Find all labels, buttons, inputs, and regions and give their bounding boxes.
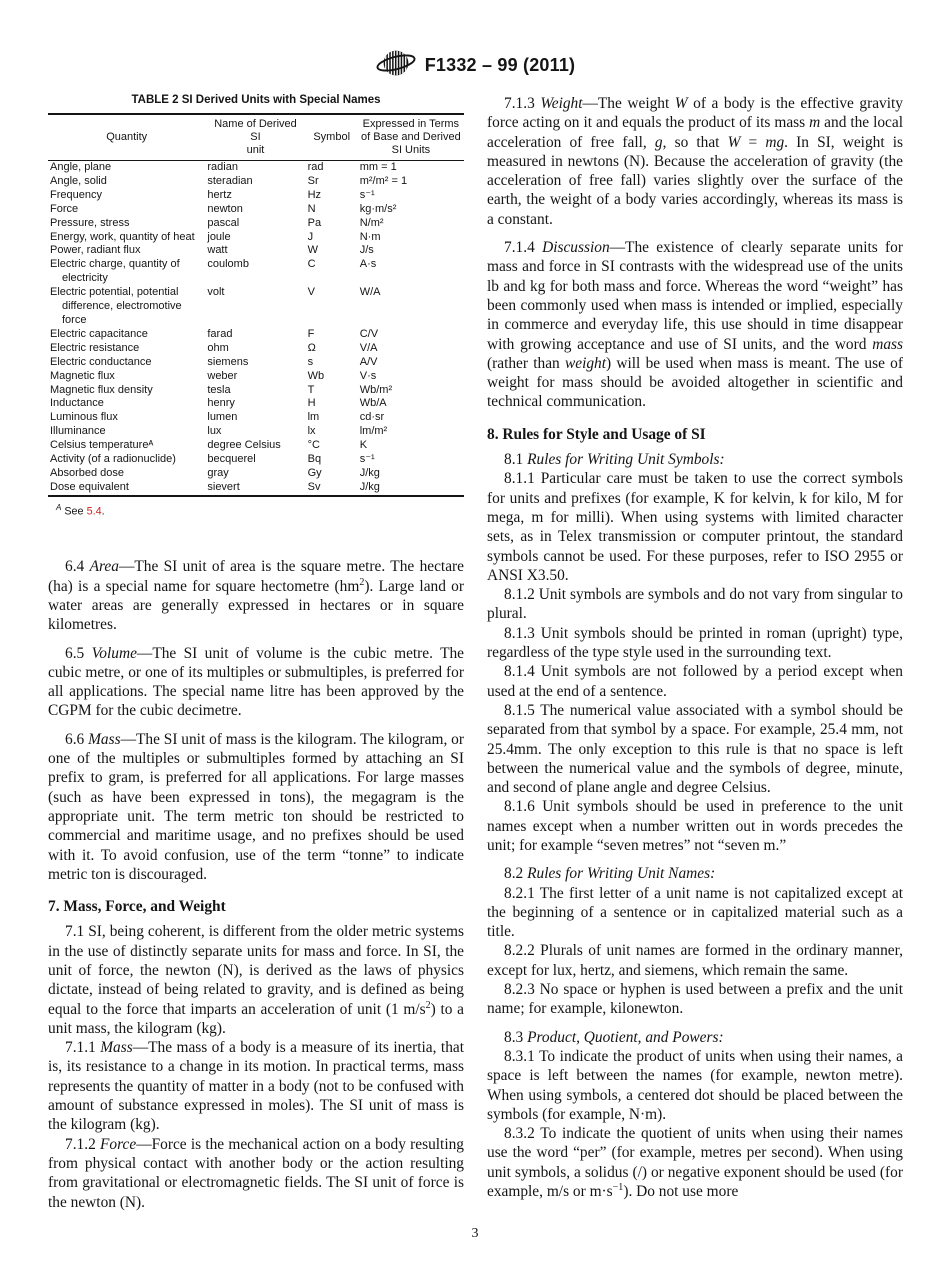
section-heading: 8. Rules for Style and Usage of SI — [487, 425, 706, 443]
paragraph: 7.1.3 Weight—The weight W of a body is the effective gravity force acting on it and equals the product of its mass m and the local acceleration of free fall, g, so that W = mg. In SI, weight is measured in newtons (N). Because the acceleration of gravity (the acceleration of free fall) varies slightly over the surface of the earth, the weight of a body varies accordingly, whereas its mass is a constant. — [487, 95, 903, 228]
document-header — [48, 0, 903, 84]
paragraph: 6.6 Mass—The SI unit of mass is the kilogram. The kilogram, or one of the multiples or submultiples formed by attaching an SI prefix to gram, is preferred for all applications. For large masses (such as have been expressed in tons), the megagram is the appropriate unit. The term metric ton should be restricted to commercial and maritime usage, and no prefixes should be used with it. To avoid confusion, use of the term “tonne” to indicate metric ton is discouraged. — [48, 730, 464, 883]
table-row — [48, 356, 464, 370]
astm-logo-icon — [376, 46, 416, 85]
table-cell: tesla — [207, 383, 231, 396]
table-cell: Illuminance — [50, 425, 106, 438]
table-cell: pascal — [207, 216, 240, 229]
table-row — [48, 161, 464, 175]
table-cell: J — [307, 230, 314, 243]
left-column-text — [48, 557, 464, 1212]
paragraph: 7.1.4 Discussion—The existence of clearly separate units for mass and force in SI contrasts with the widespread use of the units lb and kg for both mass and force. Whereas the word “weight” has been commonly used when mass is intended or implied, especially in commerce and everyday life, this use should in time disappear with growing acceptance and use of SI units, and the word mass (rather than weight) will be used when mass is meant. The use of weight for mass should be avoided altogether in scientific and technical communication. — [487, 239, 904, 411]
table-cell: °C — [307, 439, 320, 452]
table-cell: V·s — [359, 369, 377, 382]
table-cell: T — [307, 383, 315, 396]
table-row — [48, 189, 464, 203]
table-cell: Electric capacitance — [50, 327, 148, 340]
table-cell: s⁻¹ — [359, 188, 375, 201]
footnote-marker: A — [56, 502, 62, 512]
table-cell: W — [307, 244, 318, 257]
table-cell: volt — [207, 286, 225, 299]
table-cell: becquerel — [207, 453, 256, 466]
table-row — [48, 453, 464, 467]
table-cell: Magnetic flux — [50, 369, 115, 382]
table-row — [48, 384, 464, 398]
table-row — [48, 425, 464, 439]
table-cell: Activity (of a radionuclide) — [50, 453, 176, 466]
table-footnote: $^A$ See 5.4. — [56, 502, 105, 518]
paragraph: 6.5 Volume—The SI unit of volume is the cubic metre. The cubic metre, or one of its multiples or submultiples, is preferred for all applications. The special name litre has been approved by the CGPM for the cubic decimetre. — [48, 644, 464, 720]
table-caption: TABLE 2 SI Derived Units with Special Names — [131, 94, 381, 106]
table-cell: Dose equivalent — [50, 480, 129, 493]
table-cell: Hz — [307, 188, 322, 201]
table-cell: radian — [207, 161, 238, 173]
table-cell: lm/m² — [359, 425, 388, 438]
table-cell: weber — [207, 369, 238, 382]
right-column — [487, 94, 903, 1212]
table-cell: A/V — [359, 355, 378, 368]
table-cell: steradian — [207, 174, 253, 187]
table-cell: Bq — [307, 453, 322, 466]
table-cell: s⁻¹ — [359, 453, 375, 466]
table-cell: s — [307, 355, 314, 368]
two-column-layout — [48, 94, 903, 1212]
table-row — [48, 217, 464, 231]
table-cell: joule — [207, 230, 231, 243]
table-cell: Magnetic flux density — [50, 383, 153, 396]
table-cell: N·m — [359, 230, 381, 243]
table-row — [48, 175, 464, 189]
table-row — [48, 370, 464, 384]
table-cell: farad — [207, 327, 233, 340]
paragraph: 8.3 Product, Quotient, and Powers: — [504, 1028, 724, 1046]
table-cell: J/kg — [359, 480, 380, 493]
table-row — [48, 411, 464, 425]
table-cell: F — [307, 327, 315, 340]
table-cell: K — [359, 439, 368, 452]
table-cell: Ω — [307, 341, 316, 354]
paragraph: 8.1.4 Unit symbols are not followed by a period except when used at the end of a sentence. — [487, 663, 903, 700]
paragraph: 8.2 Rules for Writing Unit Names: — [504, 865, 716, 883]
table-cell: V/A — [359, 341, 378, 354]
table-cell: lx — [307, 425, 316, 438]
table-cell: newton — [207, 202, 243, 215]
table-cell: Wb — [307, 369, 325, 382]
table-cell: kg·m/s² — [359, 202, 397, 215]
table-header — [48, 114, 464, 161]
table-row — [48, 244, 464, 258]
table-cell: lux — [207, 425, 222, 438]
table-cell: cd·sr — [359, 411, 385, 424]
table-cell: lumen — [207, 411, 238, 424]
cross-reference-link[interactable]: 5.4 — [86, 505, 102, 518]
table-cell: coulomb — [207, 258, 249, 271]
table-cell: Angle, solid — [50, 174, 107, 187]
table-cell: watt — [207, 244, 228, 257]
table-cell: degree Celsius — [207, 439, 281, 452]
paragraph: 8.1 Rules for Writing Unit Symbols: — [504, 451, 725, 469]
right-column-text — [487, 94, 903, 1201]
table-cell: Electric charge, quantity of electricity — [50, 258, 180, 285]
paragraph: 8.1.5 The numerical value associated with a symbol should be separated from that symbol by a space. For example, 25.4 mm, not 25.4mm. The only exception to this rule is that no space is left between the numerical value and the symbols of degree, minute, and second of plane angle and degree Celsius. — [487, 701, 903, 797]
column-header-name: Name of Derived SI unit — [205, 114, 305, 161]
paragraph: 7.1.1 Mass—The mass of a body is a measure of its inertia, that is, its resistance to a change in its motion. In practical terms, mass represents the quantity of matter in a body (not to be confused with amount of substance expressed in moles). The SI unit of mass is the kilogram (kg). — [48, 1039, 464, 1134]
table-cell: Wb/m² — [359, 383, 393, 396]
table-cell: C/V — [359, 327, 379, 340]
table-cell: J/kg — [359, 466, 380, 479]
table-cell: Pa — [307, 216, 322, 229]
table-row — [48, 286, 464, 328]
table-cell: siemens — [207, 355, 249, 368]
table-row — [48, 231, 464, 245]
standard-number: F1332 – 99 (2011) — [424, 54, 576, 75]
table-row — [48, 481, 464, 496]
table-cell: Wb/A — [359, 397, 387, 410]
paragraph: 8.1.3 Unit symbols should be printed in roman (upright) type, regardless of the type style used in the surrounding text. — [487, 624, 903, 662]
table-cell: Sr — [307, 174, 319, 187]
table-cell: H — [307, 397, 316, 410]
table-cell: C — [307, 258, 316, 271]
table-row — [48, 328, 464, 342]
table-cell: A·s — [359, 258, 377, 271]
table-cell: sievert — [207, 480, 240, 493]
table-cell: Luminous flux — [50, 411, 118, 424]
table-cell: m²/m² = 1 — [359, 174, 408, 187]
table-cell: Frequency — [50, 188, 102, 201]
table-cell: Angle, plane — [50, 161, 112, 173]
table-row — [48, 203, 464, 217]
paragraph: 8.2.3 No space or hyphen is used between a prefix and the unit name; for example, kilonewton. — [487, 981, 903, 1018]
table-row — [48, 342, 464, 356]
paragraph: 7.1.2 Force—Force is the mechanical action on a body resulting from physical contact with another body or the action resulting from gravitational or electromagnetic fields. The SI unit of force is the newton (N). — [48, 1135, 464, 1211]
left-column — [48, 94, 464, 1212]
paragraph: 8.3.2 To indicate the quotient of units when using their names use the word “per” (for example, metres per second). When using unit symbols, a solidus (/) or negative exponent should be used (for example, m/s or $m\cdot s^{-1}$). Do not use more — [487, 1125, 903, 1201]
table-cell: rad — [307, 161, 324, 173]
table-cell: Gy — [307, 466, 322, 479]
column-header-quantity: Quantity — [48, 114, 205, 161]
table-row — [48, 397, 464, 411]
table-cell: Sv — [307, 480, 321, 493]
table-cell: Energy, work, quantity of heat — [50, 230, 195, 243]
table-cell: gray — [207, 466, 229, 479]
table-cell: lm — [307, 411, 320, 424]
page-number: 3 — [471, 1226, 479, 1241]
paragraph: 8.2.1 The first letter of a unit name is not capitalized except at the beginning of a sentence or in capitalized material such as a title. — [487, 884, 903, 941]
table-cell: Electric conductance — [50, 355, 152, 368]
table-cell: hertz — [207, 188, 232, 201]
table-cell: Electric potential, potential difference, electromotive force — [50, 286, 182, 326]
table-cell: henry — [207, 397, 235, 410]
paragraph: 8.2.2 Plurals of unit names are formed in the ordinary manner, except for lux, hertz, and siemens, which remain the same. — [487, 942, 903, 979]
paragraph: 7.1 SI, being coherent, is different from the older metric systems in the use of distinctly separate units for mass and force. In SI, the unit of force, the newton (N), is derived as the laws of physics dictate, instead of being related to gravity, and is defined as being equal to the force that imparts an acceleration of unit (1 $m/s^2$) to a unit mass, the kilogram (kg). — [48, 923, 464, 1037]
table-row — [48, 467, 464, 481]
table-cell: N — [307, 202, 316, 215]
table-cell: Power, radiant flux — [50, 244, 141, 257]
table-cell: Pressure, stress — [50, 216, 130, 229]
table-cell: Celsius temperatureᴬ — [50, 439, 154, 452]
table-cell: Inductance — [50, 397, 104, 410]
paragraph: 8.1.6 Unit symbols should be used in preference to the unit names except when a number written out in words precedes the unit; for example “seven metres” not “seven m.” — [487, 798, 903, 854]
table-cell: ohm — [207, 341, 229, 354]
paragraph: 6.4 Area—The SI unit of area is the square metre. The hectare (ha) is a special name for square hectometre $(hm^2)$. Large land or water areas are generally expressed in hectares or in square kilometres. — [48, 558, 464, 634]
si-derived-units-table — [48, 113, 464, 497]
table-cell: V — [307, 286, 315, 299]
table-cell: Absorbed dose — [50, 466, 124, 479]
table-cell: Force — [50, 202, 79, 215]
table-cell: W/A — [359, 286, 381, 299]
column-header-symbol: Symbol — [306, 114, 358, 161]
table-row — [48, 439, 464, 453]
paragraph: 8.1.1 Particular care must be taken to use the correct symbols for units and prefixes (for example, K for kelvin, k for kilo, M for mega, m for milli). When using systems with limited character sets, as in Telex transmission or computer printout, the standard symbols cannot be used. For these purposes, refer to ISO 2955 or ANSI X3.50. — [487, 470, 903, 584]
paragraph: 8.1.2 Unit symbols are symbols and do not vary from singular to plural. — [487, 586, 903, 623]
table-body — [48, 161, 464, 496]
column-header-expressed: Expressed in Terms of Base and Derived SI Units — [358, 114, 464, 161]
paragraph: 8.3.1 To indicate the product of units when using their names, a space is left between the names (for example, newton metre). When using symbols, a centered dot should be placed between the symbols (for example, N·m). — [487, 1047, 903, 1123]
section-heading: 7. Mass, Force, and Weight — [48, 898, 226, 916]
table-cell: N/m² — [359, 216, 384, 229]
table-cell: J/s — [359, 244, 374, 257]
table-cell: Electric resistance — [50, 341, 140, 354]
table-cell: mm = 1 — [359, 161, 397, 173]
table-row — [48, 258, 464, 286]
